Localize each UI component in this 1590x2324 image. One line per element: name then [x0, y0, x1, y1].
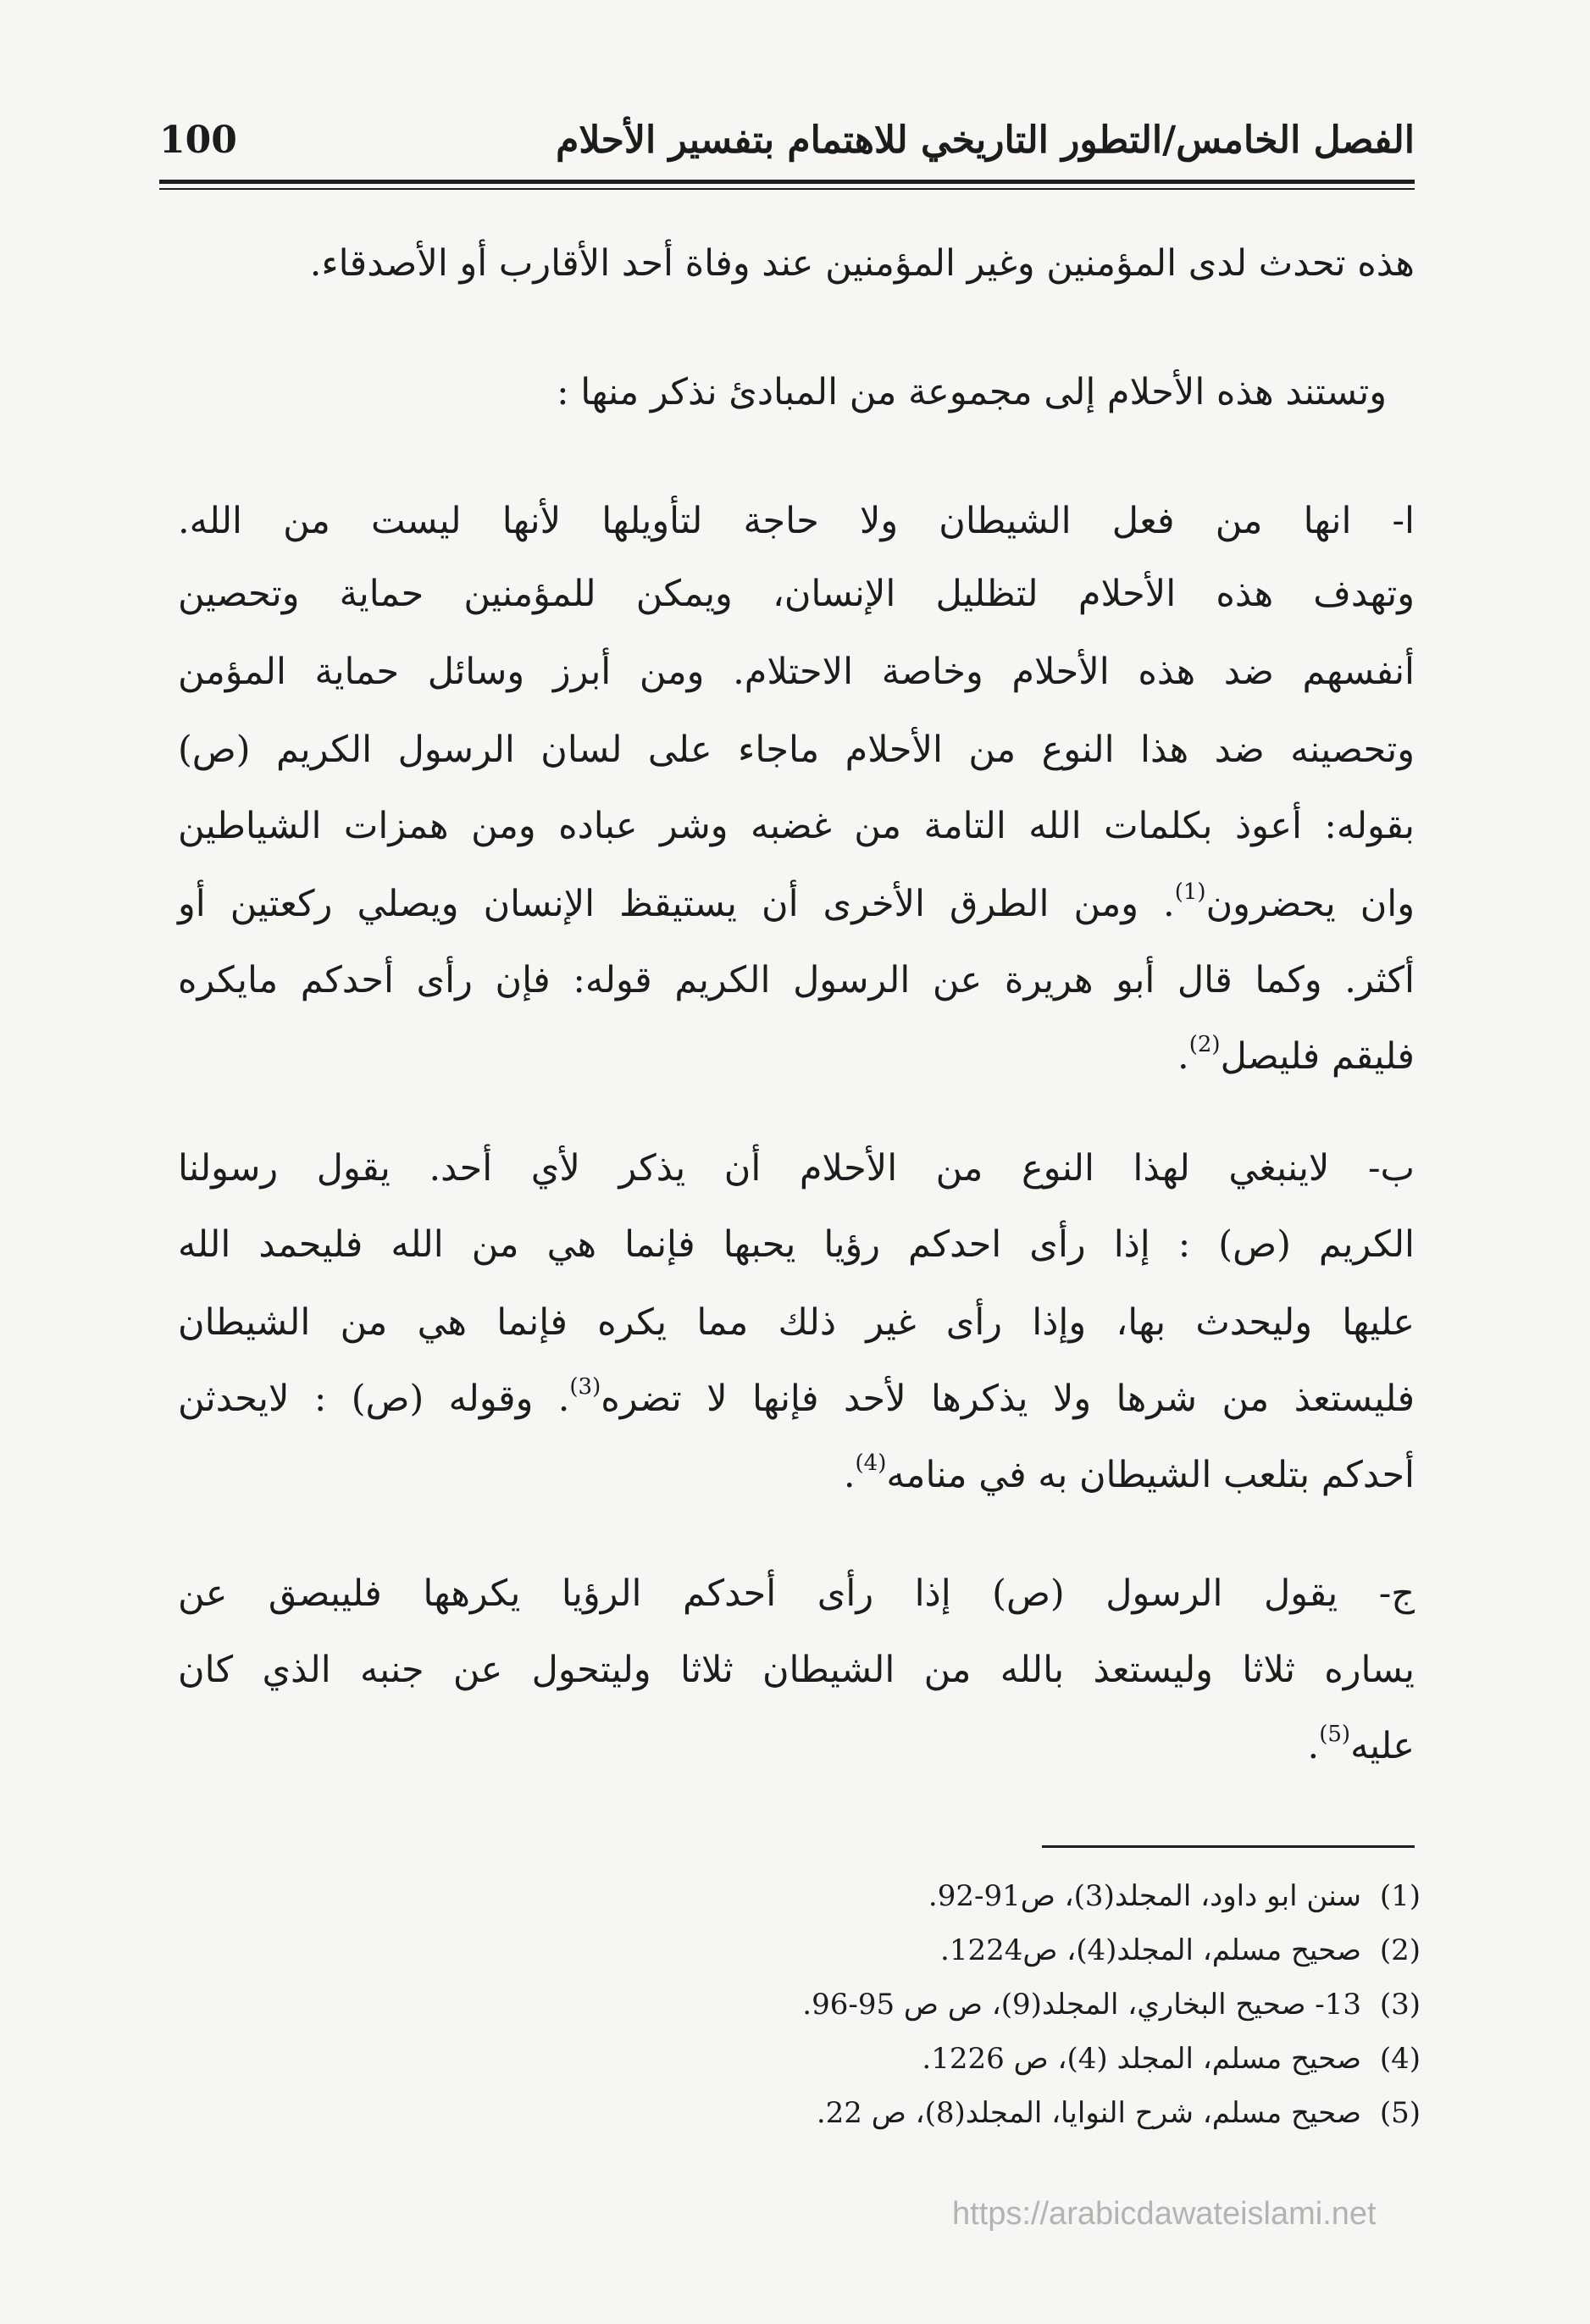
- para-b-line-1: ب- لاينبغي لهذا النوع من الأحلام أن يذكر لأي أحد. يقول رسولنا: [178, 1147, 1415, 1190]
- para-a-line-8-start: فليقم فليصل: [1220, 1035, 1415, 1078]
- para-c-line-3-start: عليه: [1350, 1725, 1415, 1767]
- para-b-line-5-end: .: [843, 1454, 856, 1496]
- footnote-separator: [1042, 1845, 1415, 1848]
- para-a-line-3: أنفسهم ضد هذه الأحلام وخاصة الاحتلام. ومن أبرز وسائل حماية المؤمن: [178, 651, 1415, 693]
- para-a-line-1: ا- انها من فعل الشيطان ولا حاجة لتأويلها لأنها ليست من الله.: [178, 500, 1415, 542]
- footnote-ref-1: (1): [1174, 879, 1206, 905]
- para-a-line-6-start: وان يحضرون: [1205, 883, 1415, 925]
- footnote-text: صحيح مسلم، المجلد (4)، ص 1226.: [922, 2042, 1361, 2076]
- footnote-1: [928, 1879, 1421, 1913]
- running-title: الفصل الخامس/التطور التاريخي للاهتمام بتفسير الأحلام: [556, 119, 1415, 162]
- intro-line: هذه تحدث لدى المؤمنين وغير المؤمنين عند وفاة أحد الأقارب أو الأصدقاء.: [309, 242, 1415, 285]
- para-b-line-4: [178, 1374, 1415, 1420]
- para-a-line-8: [178, 1032, 1415, 1078]
- para-b-line-2: الكريم (ص) : إذا رأى احدكم رؤيا يحبها فإنما هي من الله فليحمد الله: [178, 1223, 1415, 1266]
- footnote-ref-5: (5): [1319, 1722, 1351, 1747]
- para-a-line-6: [178, 879, 1415, 925]
- para-a-line-8-end: .: [1177, 1035, 1189, 1078]
- para-a-line-6-end: . ومن الطرق الأخرى أن يستيقظ الإنسان ويصلي ركعتين أو: [178, 883, 1175, 925]
- footnote-4: [922, 2042, 1421, 2076]
- para-b-line-4-end: . وقوله (ص) : لايحدثن: [178, 1378, 570, 1420]
- footnote-5: [817, 2096, 1421, 2130]
- footnote-number: (5): [1379, 2096, 1421, 2130]
- header-rule-thin: [159, 188, 1415, 190]
- para-a-line-5: بقوله: أعوذ بكلمات الله التامة من غضبه وشر عباده ومن همزات الشياطين: [178, 805, 1415, 847]
- para-b-line-3: عليها وليحدث بها، وإذا رأى غير ذلك مما يكره فإنما هي من الشيطان: [178, 1301, 1415, 1344]
- para-c-line-2: يساره ثلاثا وليستعذ بالله من الشيطان ثلاثا وليتحول عن جنبه الذي كان: [178, 1649, 1415, 1691]
- principles-line: وتستند هذه الأحلام إلى مجموعة من المبادئ نذكر منها :: [557, 371, 1387, 413]
- para-a-line-2: وتهدف هذه الأحلام لتظليل الإنسان، ويمكن للمؤمنين حماية وتحصين: [178, 573, 1415, 615]
- footnote-number: (4): [1379, 2042, 1421, 2076]
- page-number: 100: [159, 119, 237, 162]
- footnote-text: 13- صحيح البخاري، المجلد(9)، ص ص 95-96.: [802, 1988, 1361, 2022]
- footnote-text: صحيح مسلم، شرح النوايا، المجلد(8)، ص 22.: [816, 2096, 1361, 2130]
- para-a-line-4: وتحصينه ضد هذا النوع من الأحلام ماجاء على لسان الرسول الكريم (ص): [178, 729, 1415, 771]
- footnote-3: [802, 1988, 1421, 2022]
- footnote-ref-3: (3): [569, 1374, 601, 1400]
- para-a-line-7: أكثر. وكما قال أبو هريرة عن الرسول الكريم قوله: فإن رأى أحدكم مايكره: [178, 959, 1415, 1001]
- para-b-line-4-start: فليستعذ من شرها ولا يذكرها لأحد فإنها لا تضره: [601, 1378, 1415, 1420]
- footnote-text: صحيح مسلم، المجلد(4)، ص1224.: [940, 1933, 1361, 1967]
- para-b-line-5-start: أحدكم بتلعب الشيطان به في منامه: [886, 1454, 1415, 1496]
- footnote-2: [940, 1933, 1421, 1967]
- para-c-line-1: ج- يقول الرسول (ص) إذا رأى أحدكم الرؤيا يكرهها فليبصق عن: [178, 1572, 1415, 1615]
- footnote-number: (3): [1379, 1988, 1421, 2022]
- para-c-line-3-end: .: [1307, 1725, 1320, 1767]
- footnote-ref-2: (2): [1188, 1032, 1221, 1057]
- source-watermark: https://arabicdawateislami.net: [952, 2196, 1377, 2232]
- footnote-number: (1): [1379, 1879, 1421, 1913]
- para-c-line-3: [178, 1722, 1415, 1767]
- footnote-text: سنن ابو داود، المجلد(3)، ص91-92.: [928, 1879, 1361, 1913]
- header-rule-thick: [159, 180, 1415, 184]
- footnote-ref-4: (4): [855, 1450, 887, 1476]
- para-b-line-5: [178, 1450, 1415, 1496]
- footnote-number: (2): [1379, 1933, 1421, 1967]
- page-header: [159, 119, 1415, 186]
